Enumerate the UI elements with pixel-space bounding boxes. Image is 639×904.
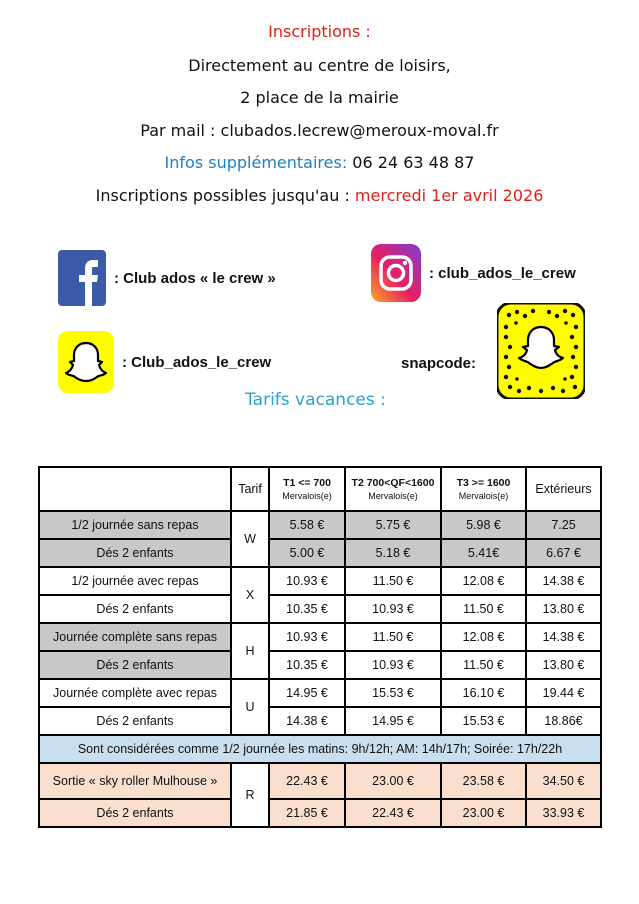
- header-t2: [345, 467, 441, 511]
- price-t3: 16.10 €: [441, 679, 526, 707]
- header-t1-label: T1 <= 700: [283, 477, 331, 489]
- instagram-entry[interactable]: [371, 244, 576, 302]
- price-t2: 5.18 €: [345, 539, 441, 567]
- address-line-1: Directement au centre de loisirs,: [188, 56, 451, 75]
- facebook-entry[interactable]: [58, 250, 276, 306]
- snapcode-icon[interactable]: [497, 303, 585, 399]
- snapchat-icon: [58, 331, 114, 393]
- header-t3-label: T3 >= 1600: [456, 477, 511, 489]
- header-ext: Extérieurs: [526, 467, 601, 511]
- header-t3: [441, 467, 526, 511]
- price-ext: 14.38 €: [526, 623, 601, 651]
- table-row: [39, 595, 601, 623]
- price-t1: 22.43 €: [269, 763, 345, 799]
- header-t1-sub: Mervalois(e): [282, 491, 332, 501]
- price-t2: 22.43 €: [345, 799, 441, 827]
- price-t1: 14.95 €: [269, 679, 345, 707]
- mail-address[interactable]: clubados.lecrew@meroux-moval.fr: [220, 121, 499, 140]
- table-row: [39, 651, 601, 679]
- price-t2: 11.50 €: [345, 623, 441, 651]
- deadline-line: [0, 186, 639, 205]
- row-label: Dés 2 enfants: [39, 651, 231, 679]
- instagram-label: : club_ados_le_crew: [429, 264, 576, 282]
- table-row: [39, 707, 601, 735]
- deadline-label: Inscriptions possibles jusqu'au :: [95, 186, 355, 205]
- tarif-code: R: [231, 763, 269, 827]
- facebook-label: : Club ados « le crew »: [114, 269, 276, 287]
- price-t3: 11.50 €: [441, 651, 526, 679]
- price-t3: 5.41€: [441, 539, 526, 567]
- tarif-code: W: [231, 511, 269, 567]
- price-ext: 13.80 €: [526, 595, 601, 623]
- info-label: Infos supplémentaires:: [164, 153, 348, 172]
- price-t1: 10.93 €: [269, 623, 345, 651]
- header-t2-label: T2 700<QF<1600: [351, 477, 435, 489]
- price-t2: 15.53 €: [345, 679, 441, 707]
- price-ext: 7.25: [526, 511, 601, 539]
- price-t1: 14.38 €: [269, 707, 345, 735]
- row-label: Journée complète sans repas: [39, 623, 231, 651]
- phone-number[interactable]: 06 24 63 48 87: [347, 153, 475, 172]
- row-label: Journée complète avec repas: [39, 679, 231, 707]
- price-t3: 12.08 €: [441, 567, 526, 595]
- price-ext: 34.50 €: [526, 763, 601, 799]
- price-t3: 11.50 €: [441, 595, 526, 623]
- inscriptions-title: Inscriptions :: [268, 22, 371, 41]
- table-row: [39, 623, 601, 651]
- price-t1: 5.58 €: [269, 511, 345, 539]
- price-t1: 10.93 €: [269, 567, 345, 595]
- tarif-code: H: [231, 623, 269, 679]
- instagram-icon: [371, 244, 421, 302]
- header-t1: [269, 467, 345, 511]
- address-line-2: 2 place de la mairie: [240, 88, 399, 107]
- mail-line: [0, 121, 639, 140]
- tarif-code: U: [231, 679, 269, 735]
- table-row: [39, 539, 601, 567]
- price-t1: 10.35 €: [269, 651, 345, 679]
- price-t2: 11.50 €: [345, 567, 441, 595]
- table-header-row: [39, 467, 601, 511]
- row-label: Sortie « sky roller Mulhouse »: [39, 763, 231, 799]
- price-t2: 10.93 €: [345, 651, 441, 679]
- table-row: [39, 679, 601, 707]
- price-t2: 23.00 €: [345, 763, 441, 799]
- price-ext: 14.38 €: [526, 567, 601, 595]
- price-t3: 12.08 €: [441, 623, 526, 651]
- price-t3: 5.98 €: [441, 511, 526, 539]
- note-row: [39, 735, 601, 763]
- tarifs-title: Tarifs vacances :: [245, 390, 386, 410]
- price-t3: 23.58 €: [441, 763, 526, 799]
- table-row: [39, 799, 601, 827]
- tarifs-table: [38, 466, 602, 828]
- snapchat-label: : Club_ados_le_crew: [122, 353, 272, 371]
- table-row: [39, 511, 601, 539]
- row-label: Dés 2 enfants: [39, 539, 231, 567]
- price-t1: 21.85 €: [269, 799, 345, 827]
- row-label: 1/2 journée sans repas: [39, 511, 231, 539]
- price-t3: 15.53 €: [441, 707, 526, 735]
- facebook-icon: [58, 250, 106, 306]
- price-t2: 14.95 €: [345, 707, 441, 735]
- header-tarif: Tarif: [231, 467, 269, 511]
- price-t3: 23.00 €: [441, 799, 526, 827]
- snapchat-entry[interactable]: [58, 331, 271, 393]
- deadline-date: mercredi 1er avril 2026: [354, 186, 544, 205]
- price-ext: 18.86€: [526, 707, 601, 735]
- price-t1: 10.35 €: [269, 595, 345, 623]
- header-t3-sub: Mervalois(e): [458, 491, 509, 501]
- price-ext: 6.67 €: [526, 539, 601, 567]
- table-row: [39, 567, 601, 595]
- price-ext: 33.93 €: [526, 799, 601, 827]
- half-day-note: Sont considérées comme 1/2 journée les matins: 9h/12h; AM: 14h/17h; Soirée: 17h/22h: [39, 735, 601, 763]
- header-t2-sub: Mervalois(e): [368, 491, 418, 501]
- mail-label: Par mail :: [140, 121, 221, 140]
- price-t2: 5.75 €: [345, 511, 441, 539]
- row-label: Dés 2 enfants: [39, 799, 231, 827]
- price-ext: 13.80 €: [526, 651, 601, 679]
- row-label: Dés 2 enfants: [39, 707, 231, 735]
- tarif-code: X: [231, 567, 269, 623]
- info-line: [0, 153, 639, 172]
- price-ext: 19.44 €: [526, 679, 601, 707]
- row-label: Dés 2 enfants: [39, 595, 231, 623]
- snapcode-label: snapcode:: [401, 355, 477, 372]
- price-t1: 5.00 €: [269, 539, 345, 567]
- table-row: [39, 763, 601, 799]
- header-empty: [39, 467, 231, 511]
- row-label: 1/2 journée avec repas: [39, 567, 231, 595]
- price-t2: 10.93 €: [345, 595, 441, 623]
